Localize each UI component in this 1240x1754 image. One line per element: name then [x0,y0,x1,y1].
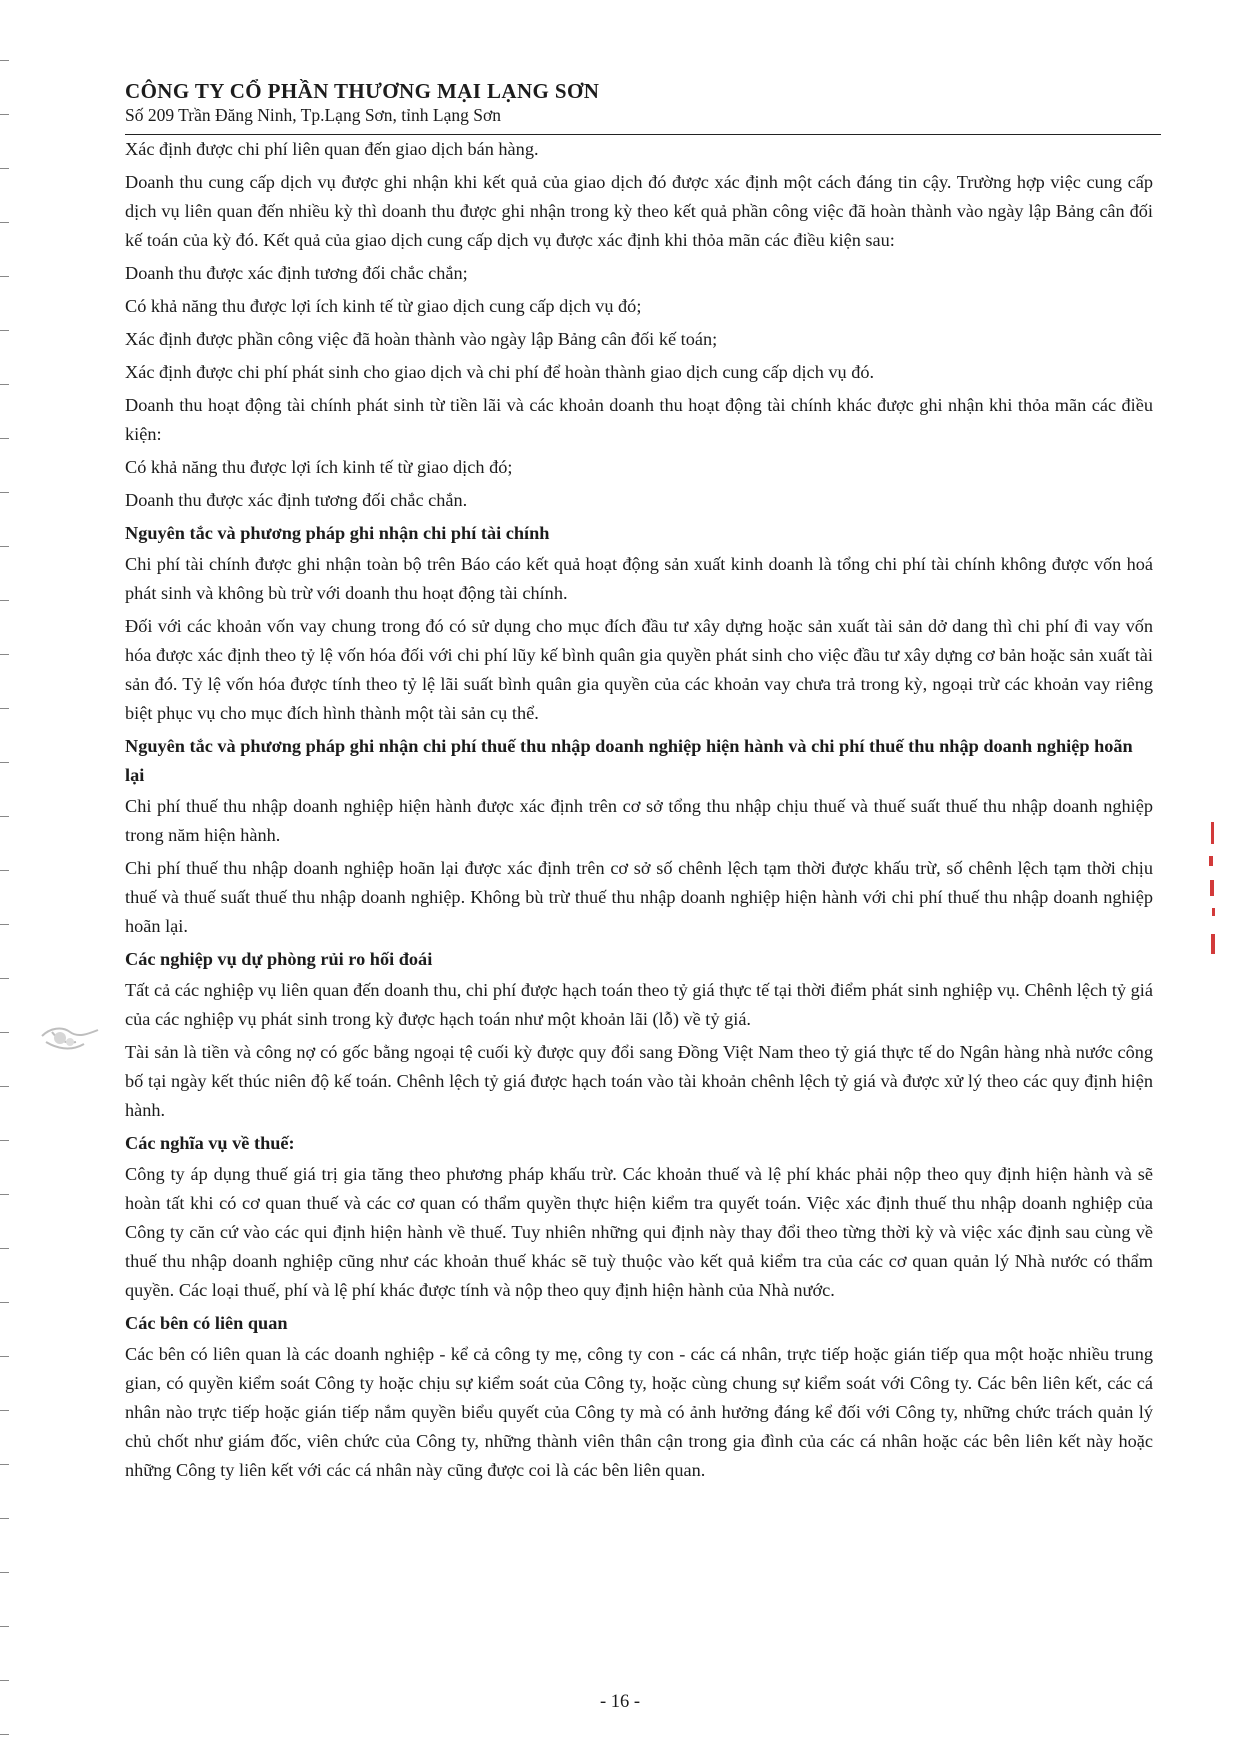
edge-tick [0,1302,9,1303]
edge-tick [0,438,9,439]
section-heading: Nguyên tắc và phương pháp ghi nhận chi phí tài chính [125,523,550,543]
edge-tick [0,114,9,115]
paragraph: Doanh thu hoạt động tài chính phát sinh từ tiền lãi và các khoản doanh thu hoạt động tài chính khác được ghi nhận khi thỏa mãn các điều kiện: [125,395,1153,444]
paragraph: Có khả năng thu được lợi ích kinh tế từ giao dịch cung cấp dịch vụ đó; [125,296,642,316]
paragraph: Xác định được chi phí liên quan đến giao dịch bán hàng. [125,139,539,159]
paragraph: Chi phí thuế thu nhập doanh nghiệp hiện hành được xác định trên cơ sở tổng thu nhập chịu thuế và thuế suất thuế thu nhập doanh nghiệp trong năm hiện hành. [125,796,1153,845]
edge-tick [0,384,9,385]
edge-tick [0,222,9,223]
paragraph: Các bên có liên quan là các doanh nghiệp - kể cả công ty mẹ, công ty con - các cá nhân, trực tiếp hoặc gián tiếp qua một hoặc nhiều trung gian, có quyền kiểm soát Công ty hoặc chịu sự kiểm soát của Công ty, hoặc cùng chung sự kiểm soát với Công ty. Các bên liên kết, các cá nhân nào trực tiếp hoặc gián tiếp nắm quyền biểu quyết của Công ty mà có ảnh hưởng đáng kể đối với Công ty, những chức trách quản lý chủ chốt như giám đốc, viên chức của Công ty, những thành viên thân cận trong gia đình của các cá nhân hoặc các bên liên kết này hoặc những Công ty liên kết với các cá nhân này cũng được coi là các bên liên quan. [125,1344,1153,1480]
binding-edge-marks [0,0,14,1754]
edge-tick [0,1410,9,1411]
edge-tick [0,1464,9,1465]
edge-tick [0,762,9,763]
paragraph: Xác định được chi phí phát sinh cho giao dịch và chi phí để hoàn thành giao dịch cung cấp dịch vụ đó. [125,362,875,382]
edge-tick [0,546,9,547]
paragraph: Doanh thu cung cấp dịch vụ được ghi nhận khi kết quả của giao dịch đó được xác định một cách đáng tin cậy. Trường hợp việc cung cấp dịch vụ liên quan đến nhiều kỳ thì doanh thu được ghi nhận trong kỳ theo kết quả phần công việc đã hoàn thành vào ngày lập Bảng cân đối kế toán của kỳ đó. Kết quả của giao dịch cung cấp dịch vụ được xác định khi thỏa mãn các điều kiện sau: [125,172,1153,250]
edge-tick [0,1356,9,1357]
edge-tick [0,708,9,709]
edge-tick [0,276,9,277]
paragraph: Doanh thu được xác định tương đối chắc chắn; [125,263,468,283]
edge-tick [0,168,9,169]
paragraph: Đối với các khoản vốn vay chung trong đó có sử dụng cho mục đích đầu tư xây dựng hoặc sản xuất tài sản dở dang thì chi phí đi vay vốn hóa được xác định theo tỷ lệ vốn hóa đối với chi phí lũy kế bình quân gia quyền phát sinh cho việc đầu tư xây dựng cơ bản hoặc sản xuất tài sản đó. Tỷ lệ vốn hóa được tính theo tỷ lệ lãi suất bình quân gia quyền của các khoản vay chưa trả trong kỳ, ngoại trừ các khoản vay riêng biệt phục vụ cho mục đích hình thành một tài sản cụ thể. [125,616,1153,723]
edge-tick [0,654,9,655]
edge-tick [0,492,9,493]
edge-tick [0,1248,9,1249]
edge-tick [0,978,9,979]
paragraph: Tài sản là tiền và công nợ có gốc bằng ngoại tệ cuối kỳ được quy đổi sang Đồng Việt Nam theo tỷ giá thực tế do Ngân hàng nhà nước công bố tại ngày kết thúc niên độ kế toán. Chênh lệch tỷ giá được hạch toán vào tài khoản chênh lệch tỷ giá và được xử lý theo các quy định hiện hành. [125,1042,1153,1120]
paragraph: Công ty áp dụng thuế giá trị gia tăng theo phương pháp khấu trừ. Các khoản thuế và lệ phí khác phải nộp theo quy định hiện hành và sẽ hoàn tất khi có cơ quan thuế và các cơ quan có thẩm quyền thực hiện kiểm tra quyết toán. Việc xác định thuế thu nhập doanh nghiệp của Công ty căn cứ vào các qui định hiện hành về thuế. Tuy nhiên những qui định này thay đổi theo từng thời kỳ và việc xác định sau cùng về thuế thu nhập doanh nghiệp cũng như các khoản thuế khác sẽ tuỳ thuộc vào kết quả kiểm tra của các cơ quan quản lý Nhà nước có thẩm quyền. Các loại thuế, phí và lệ phí khác được tính và nộp theo quy định hiện hành của Nhà nước. [125,1164,1153,1300]
section-heading: Các nghĩa vụ về thuế: [125,1133,295,1153]
paragraph: Doanh thu được xác định tương đối chắc chắn. [125,490,468,510]
company-name: CÔNG TY CỔ PHẦN THƯƠNG MẠI LẠNG SƠN [125,79,600,103]
edge-tick [0,1194,9,1195]
paragraph: Tất cả các nghiệp vụ liên quan đến doanh thu, chi phí được hạch toán theo tỷ giá thực tế tại thời điểm phát sinh nghiệp vụ. Chênh lệch tỷ giá của các nghiệp vụ phát sinh trong kỳ được hạch toán như một khoản lãi (lỗ) về tỷ giá. [125,980,1153,1029]
edge-tick [0,924,9,925]
section-heading: Các nghiệp vụ dự phòng rủi ro hối đoái [125,949,433,969]
edge-tick [0,1032,9,1033]
scan-smudge [40,1022,100,1056]
edge-tick [0,60,9,61]
edge-tick [0,870,9,871]
edge-tick [0,1734,9,1735]
company-address: Số 209 Trần Đăng Ninh, Tp.Lạng Sơn, tỉnh Lạng Sơn [125,105,501,125]
section-heading: Các bên có liên quan [125,1313,288,1333]
edge-tick [0,816,9,817]
page-number: - 16 - [599,1692,641,1712]
paragraph: Xác định được phần công việc đã hoàn thành vào ngày lập Bảng cân đối kế toán; [125,329,718,349]
edge-tick [0,1140,9,1141]
document-body [125,135,1153,1489]
paragraph: Chi phí thuế thu nhập doanh nghiệp hoãn lại được xác định trên cơ sở số chênh lệch tạm thời được khấu trừ, số chênh lệch tạm thời chịu thuế và thuế suất thuế thu nhập doanh nghiệp. Không bù trừ thuế thu nhập doanh nghiệp hiện hành với chi phí thuế thu nhập doanh nghiệp hoãn lại. [125,858,1153,936]
paragraph: Chi phí tài chính được ghi nhận toàn bộ trên Báo cáo kết quả hoạt động sản xuất kinh doanh là tổng chi phí tài chính không được vốn hoá phát sinh và không bù trừ với doanh thu hoạt động tài chính. [125,554,1153,603]
page-header [125,78,1130,126]
red-stamp-edge [1206,822,1218,956]
edge-tick [0,1680,9,1681]
edge-tick [0,1572,9,1573]
edge-tick [0,600,9,601]
edge-tick [0,1086,9,1087]
paragraph: Có khả năng thu được lợi ích kinh tế từ giao dịch đó; [125,457,513,477]
edge-tick [0,330,9,331]
section-heading: Nguyên tắc và phương pháp ghi nhận chi phí thuế thu nhập doanh nghiệp hiện hành và chi phí thuế thu nhập doanh nghiệp hoãn lại [125,736,1133,785]
edge-tick [0,1518,9,1519]
edge-tick [0,1626,9,1627]
